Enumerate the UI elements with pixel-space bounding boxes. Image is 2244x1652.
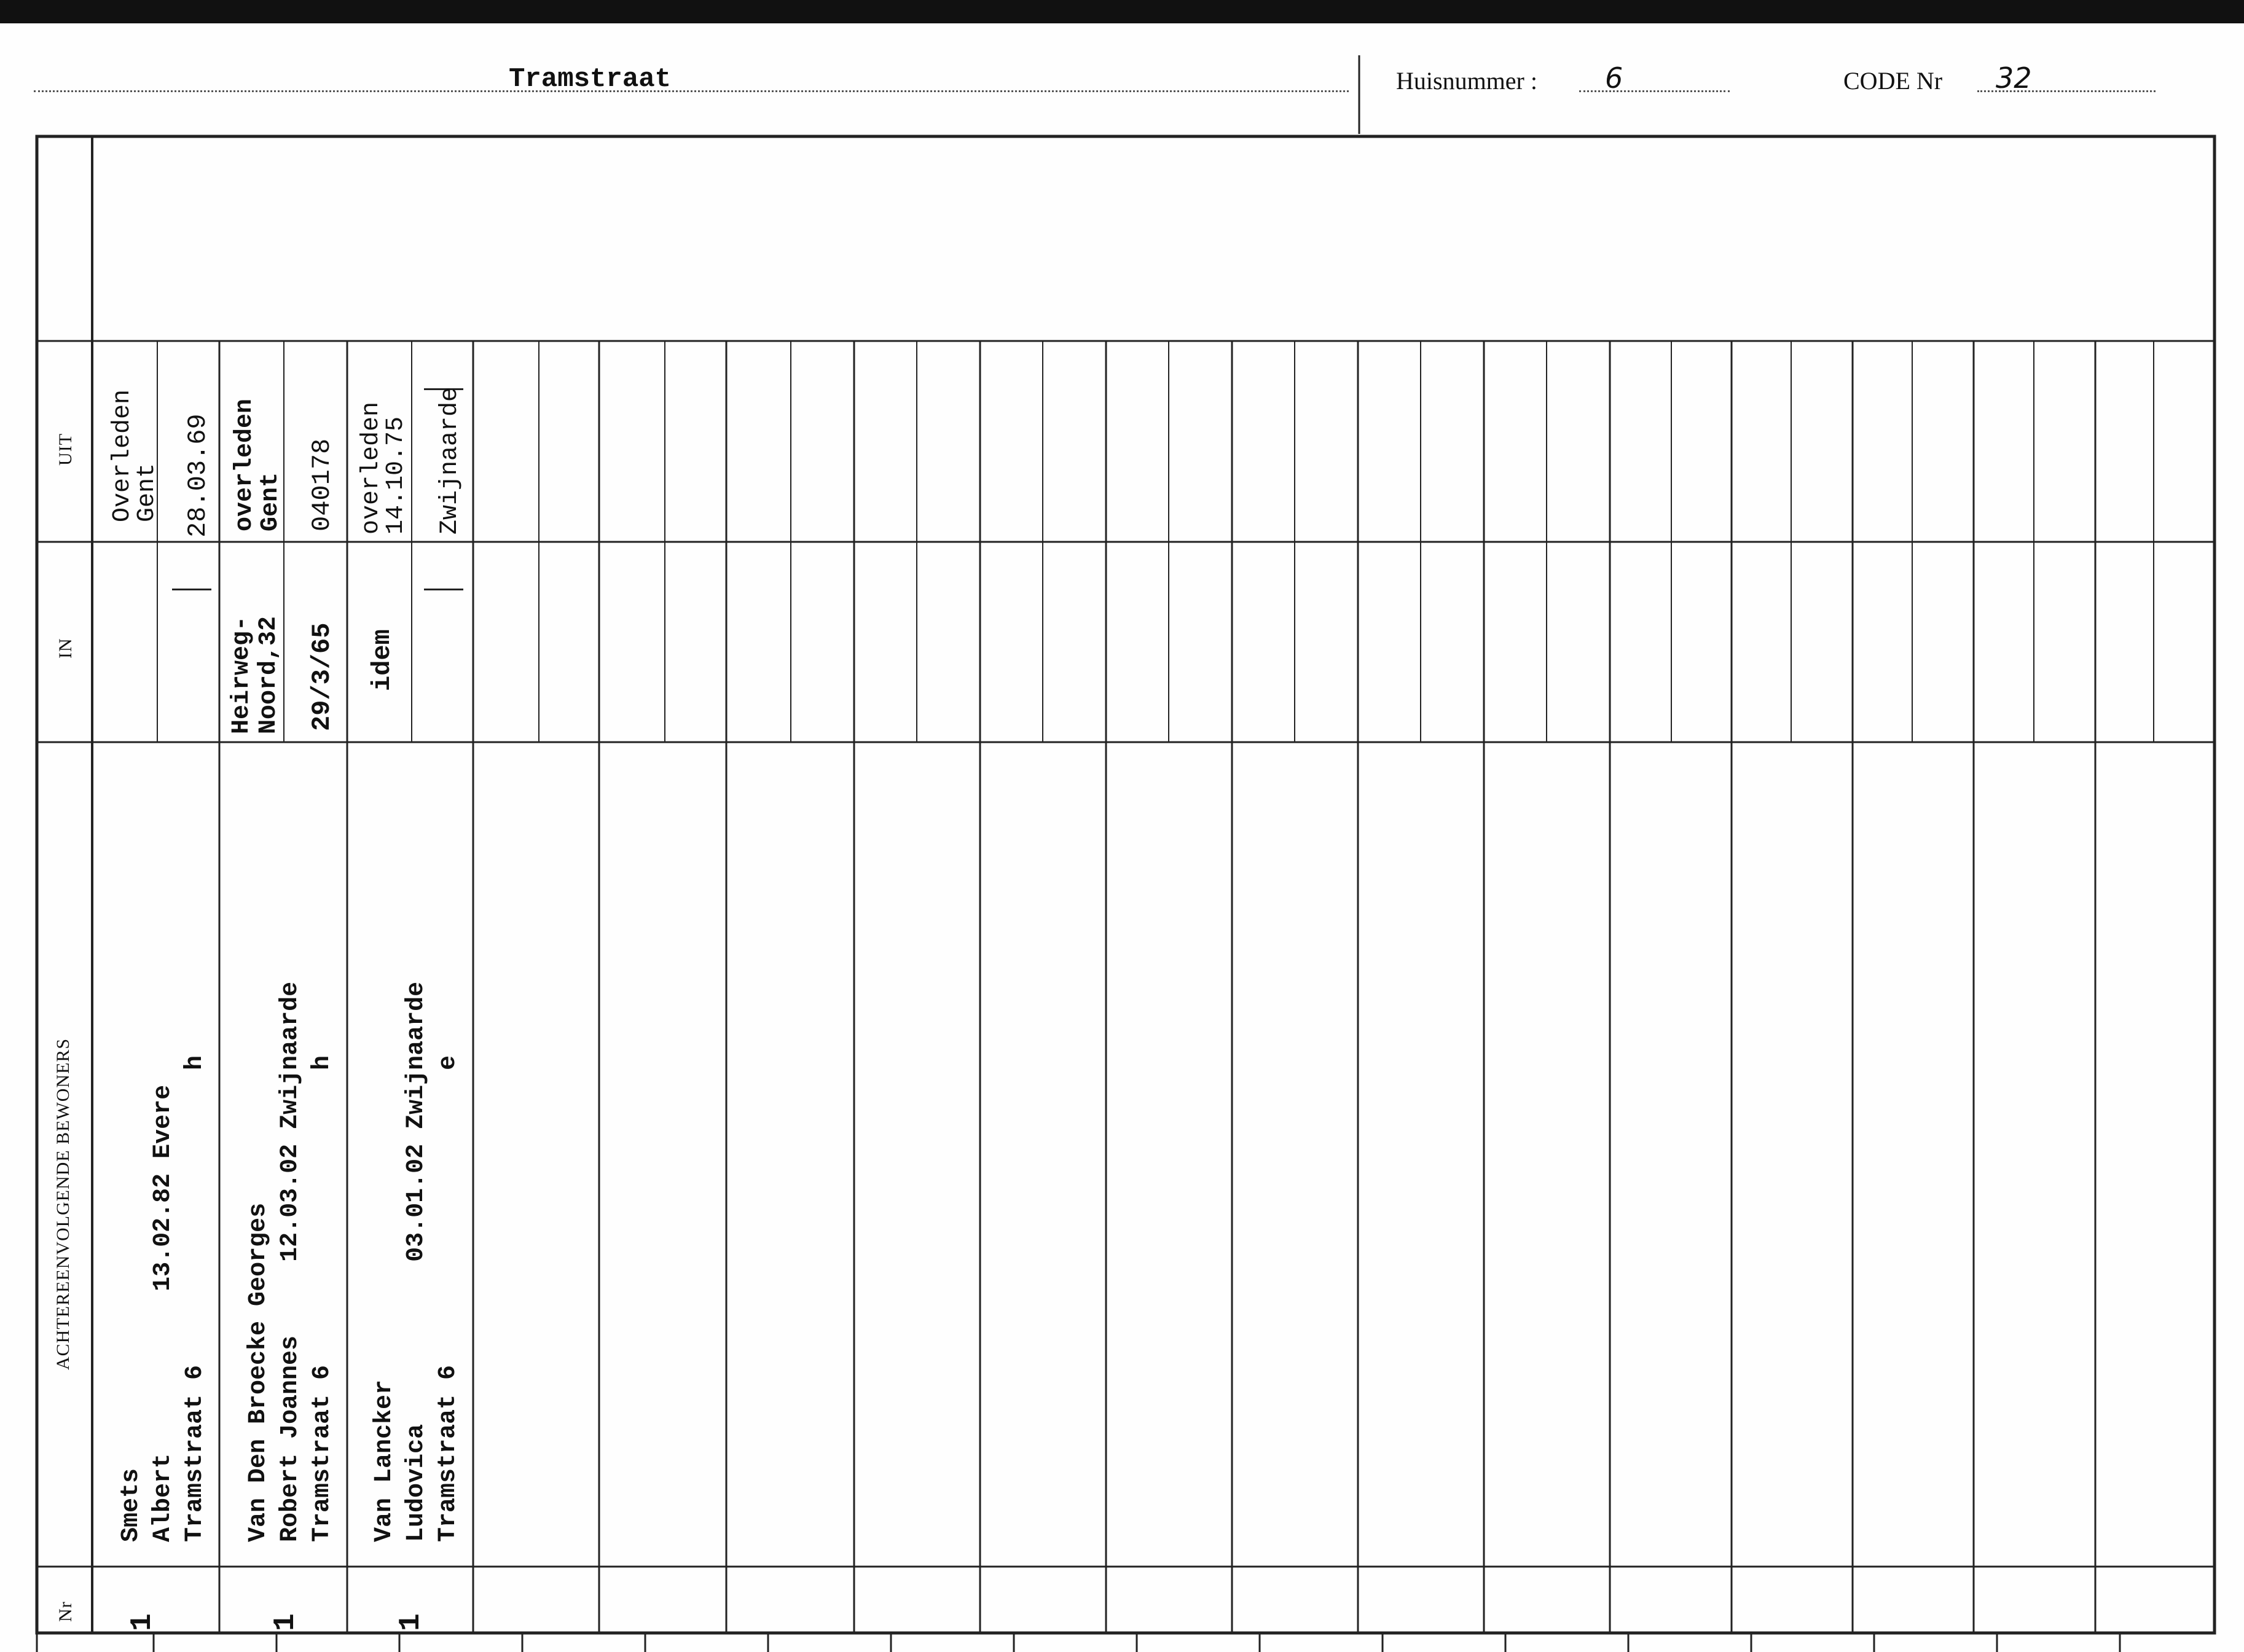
code-label: CODE Nr: [1843, 67, 1943, 95]
resident-given-birth: Ludovica 03.01.02 Zwijnaarde: [402, 981, 430, 1542]
empty-in-marker: [424, 589, 463, 590]
in-section-label: IN: [55, 638, 76, 659]
resident-surname: Van Lancker: [371, 1379, 398, 1542]
resident-nr: 1: [126, 1613, 159, 1631]
resident-address: Tramstraat 6 h: [181, 1055, 209, 1542]
resident-given-birth: Albert 13.02.82 Evere: [149, 1084, 177, 1542]
street-name: Tramstraat: [509, 64, 672, 95]
resident-uit-place: overleden 14.10.75: [358, 401, 410, 534]
empty-in-marker: [172, 589, 211, 590]
resident-in-place: idem: [367, 629, 397, 691]
resident-address: Tramstraat 6 e: [434, 1055, 462, 1542]
resident-address: Tramstraat 6 h: [308, 1055, 336, 1542]
resident-in-date: 29/3/65: [307, 622, 337, 731]
resident-surname: Smets: [117, 1468, 145, 1542]
resident-uit-place: overleden Gent: [231, 398, 284, 531]
resident-given-birth: Robert Joannes 12.03.02 Zwijnaarde: [277, 981, 304, 1542]
huisnummer-label: Huisnummer :: [1396, 67, 1537, 95]
resident-uit-place: Overleden Gent: [109, 389, 161, 522]
resident-3-name-block: [369, 982, 465, 1542]
bewoners-section-label: ACHTEREENVOLGENDE BEWONERS: [53, 1038, 73, 1370]
huisnummer-value: 6: [1605, 61, 1623, 95]
resident-uit-date: Zwijnaarde: [436, 386, 464, 534]
resident-in-place: Heirweg- Noord,32: [228, 616, 283, 734]
resident-uit-date: 28.03.69: [183, 413, 213, 538]
nr-section-label: Nr: [55, 1601, 76, 1622]
resident-surname: Van Den Broecke Georges: [245, 1202, 272, 1542]
code-value: 32: [1996, 61, 2032, 95]
resident-uit-date: 040178: [307, 438, 337, 531]
uit-section-label: UIT: [55, 433, 76, 466]
resident-nr: 1: [394, 1613, 428, 1631]
resident-2-name-block: [243, 982, 339, 1542]
resident-1-name-block: [116, 1055, 211, 1542]
resident-nr: 1: [269, 1613, 302, 1631]
